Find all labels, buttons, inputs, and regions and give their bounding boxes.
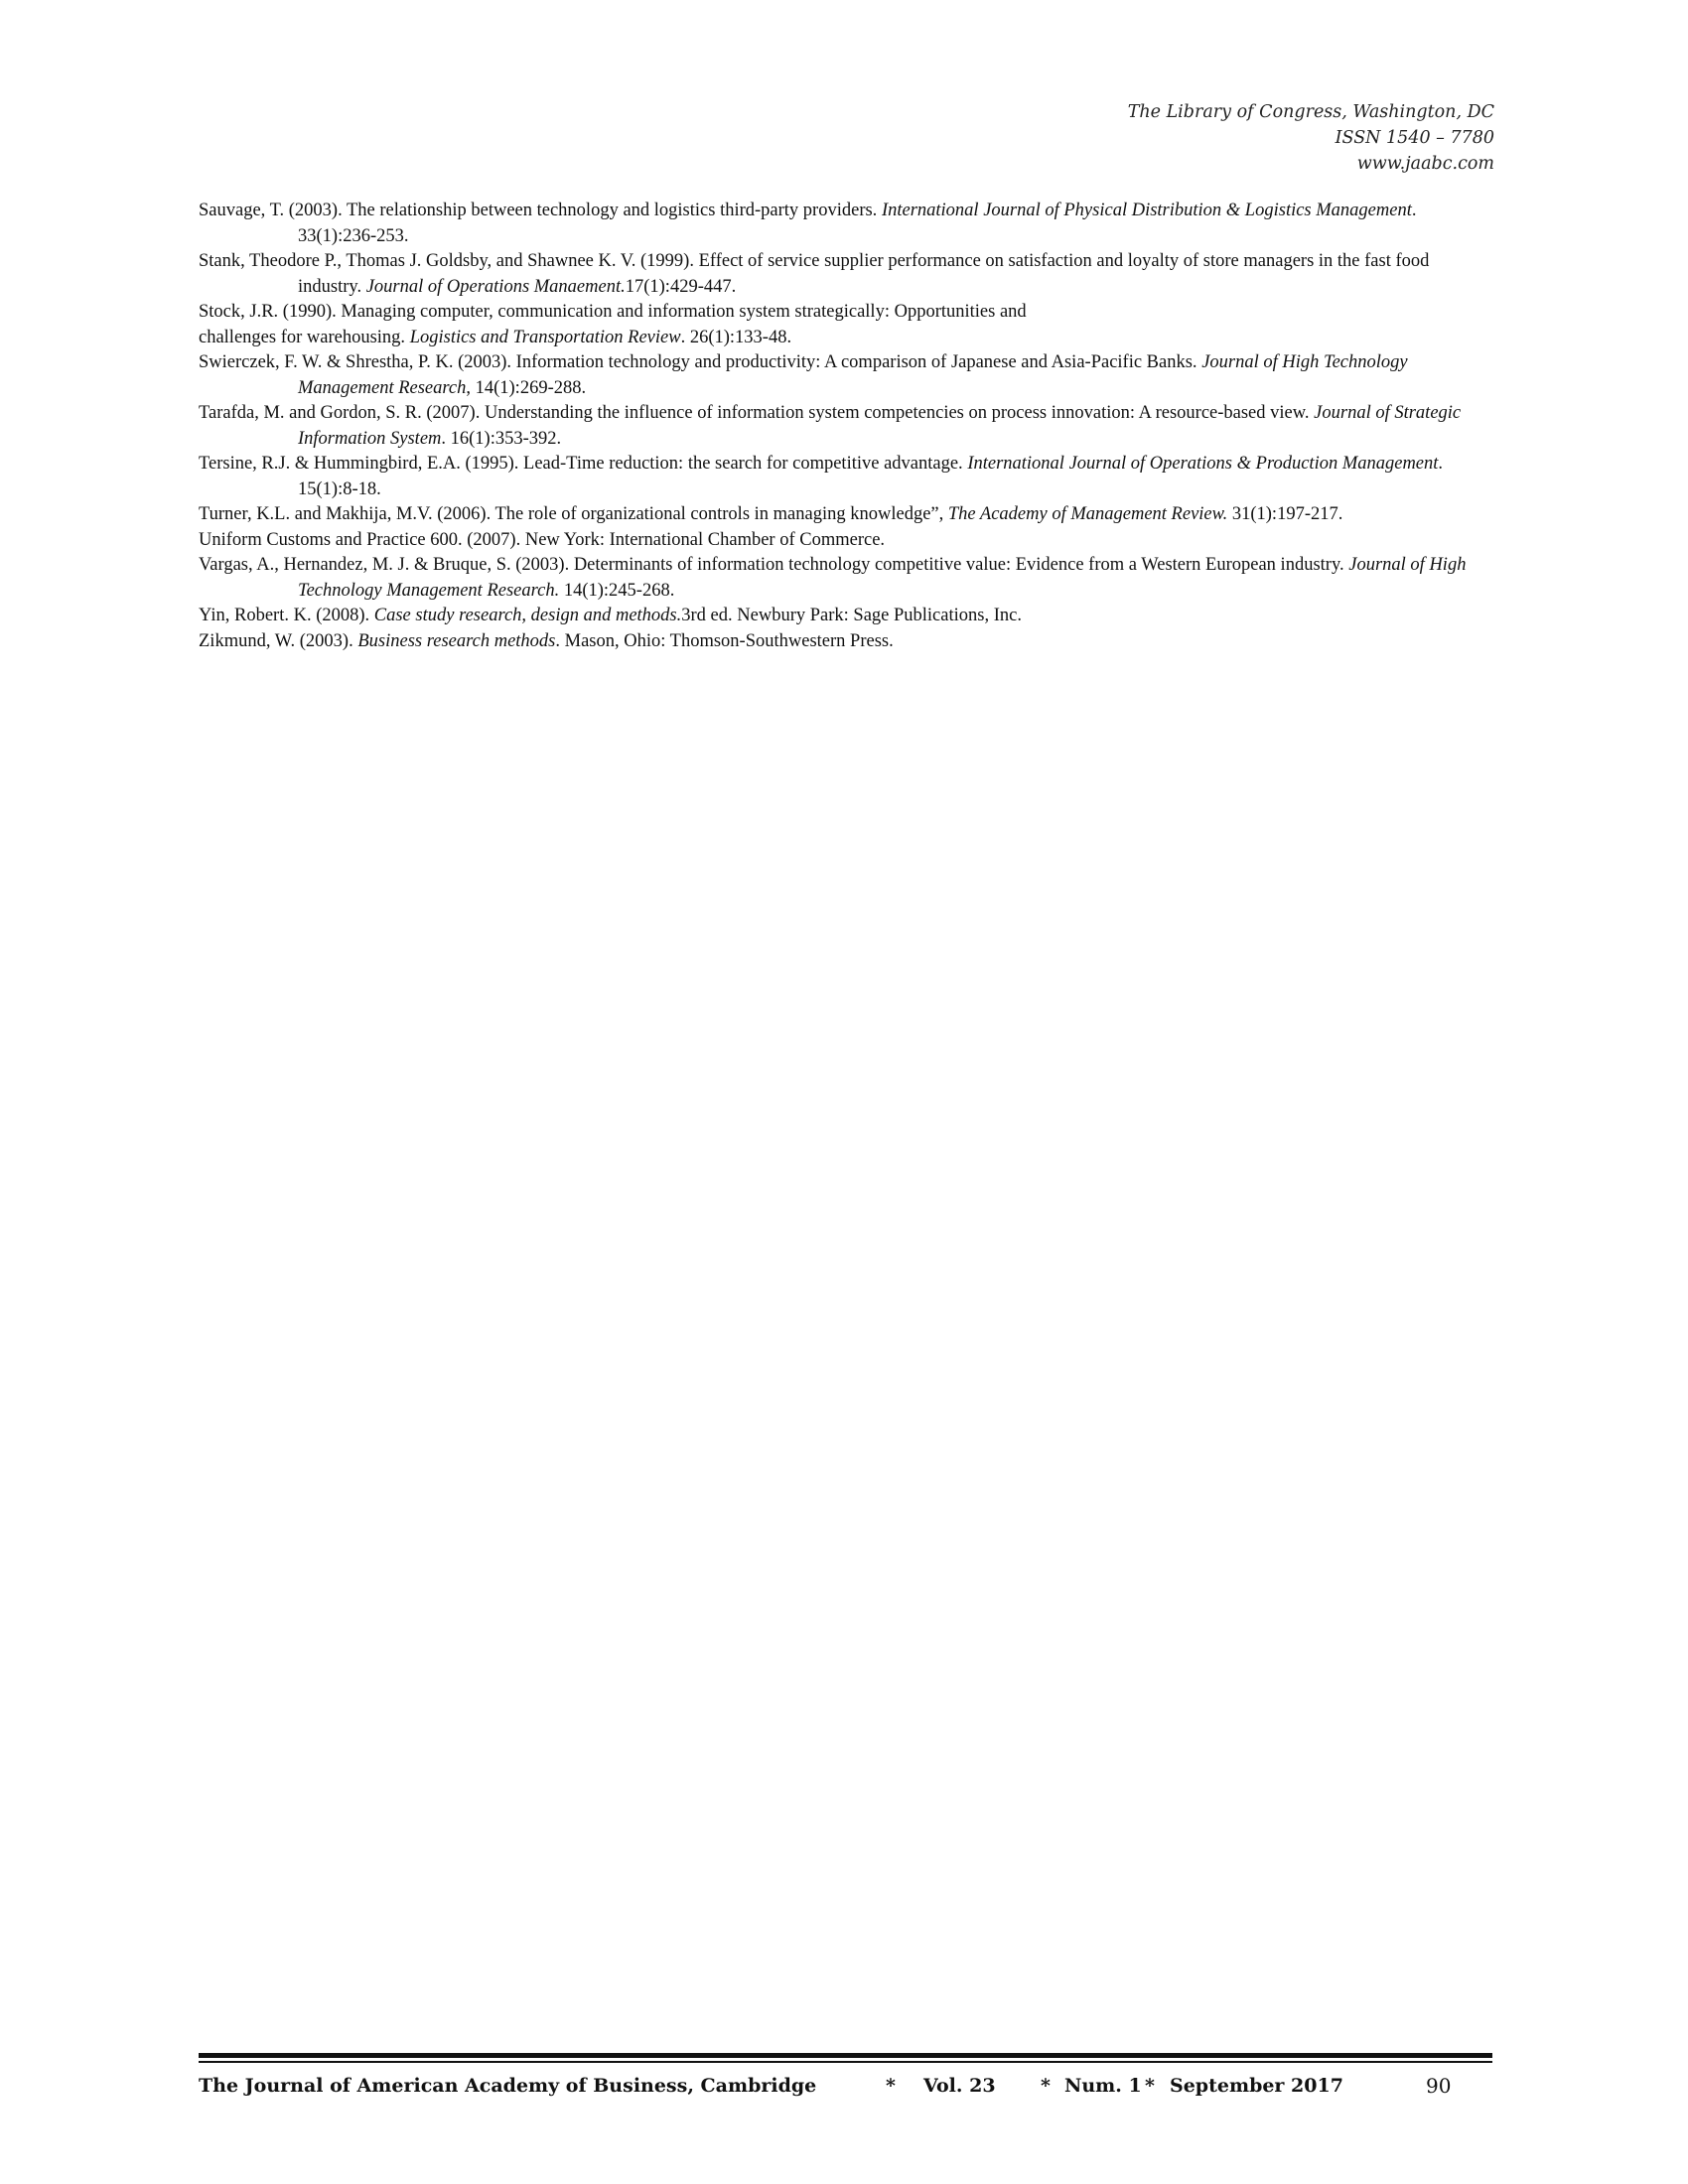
reference-entry [199,502,1489,528]
header-library-line: The Library of Congress, Washington, DC [1127,102,1494,122]
header-website-line: www.jaabc.com [1356,154,1494,174]
reference-entry [199,629,1489,655]
reference-entry [199,604,1489,629]
reference-details: . 16(1):353-392. [441,428,562,449]
page-number: 90 [1426,2074,1452,2098]
reference-text: Vargas, A., Hernandez, M. J. & Bruque, S. (2003). Determinants of information technology competitive value: Evidence from a Western European industry. [199,555,1349,575]
reference-source: Journal of High Technology Management Research. [298,555,1467,601]
footer-separator: * [1041,2075,1051,2097]
reference-text: Sauvage, T. (2003). The relationship between technology and logistics third-party providers. [199,201,882,220]
reference-text: Turner, K.L. and Makhija, M.V. (2006). The role of organizational controls in managing knowledge”, [199,504,948,524]
reference-source: Logistics and Transportation Review [409,327,681,347]
reference-details: . 15(1):8-18. [298,454,1444,499]
reference-text: Tersine, R.J. & Hummingbird, E.A. (1995). Lead-Time reduction: the search for competitive advantage. [199,454,968,474]
reference-text: Yin, Robert. K. (2008). [199,606,374,625]
footer-rule-thick [199,2053,1492,2058]
reference-details: , 14(1):269-288. [466,377,587,398]
footer-journal-title: The Journal of American Academy of Business, Cambridge [199,2075,817,2097]
footer-separator: * [1145,2075,1155,2097]
reference-entry [199,300,1489,326]
reference-source: International Journal of Physical Distribution & Logistics Management [881,201,1412,220]
reference-details: . Mason, Ohio: Thomson-Southwestern Press. [555,630,894,651]
reference-source: Journal of High Technology Management Research [298,352,1408,398]
reference-text: Zikmund, W. (2003). [199,630,358,651]
reference-details: 14(1):245-268. [559,580,675,601]
reference-entry [199,401,1489,452]
running-footer [199,2069,1492,2103]
footer-volume: Vol. 23 [923,2075,996,2097]
reference-source: Business research methods [357,630,556,651]
footer-number: Num. 1 [1064,2075,1142,2097]
footer-separator: * [886,2075,896,2097]
reference-list [199,199,1489,654]
reference-text: Swierczek, F. W. & Shrestha, P. K. (2003). Information technology and productivity: A comparison of Japanese and Asia-Pacific Banks. [199,352,1202,372]
reference-details: 17(1):429-447. [625,276,737,297]
reference-details: . 26(1):133-48. [680,327,792,347]
reference-entry [199,199,1489,249]
reference-source: International Journal of Operations & Production Management [967,454,1439,474]
reference-details: 3rd ed. Newbury Park: Sage Publications, Inc. [681,606,1022,625]
running-header [899,99,1494,177]
reference-entry [199,528,1489,554]
reference-entry-continued [199,326,1489,351]
reference-text: Tarafda, M. and Gordon, S. R. (2007). Understanding the influence of information system competencies on process innovation: A resource-based view. [199,403,1315,423]
header-issn-line: ISSN 1540 – 7780 [1335,128,1494,148]
reference-details: 31(1):197-217. [1227,504,1343,524]
reference-entry [199,249,1489,300]
footer-date: September 2017 [1170,2075,1343,2097]
reference-source: Journal of Operations Manaement. [365,276,626,297]
reference-source: Journal of Strategic Information System [298,403,1462,449]
reference-source: Case study research, design and methods. [373,606,682,625]
footer-rule-thin [199,2061,1492,2063]
reference-entry [199,553,1489,604]
reference-text: Stock, J.R. (1990). Managing computer, communication and information system strategically: Opportunities and [199,302,1027,322]
reference-text: challenges for warehousing. [199,327,410,347]
reference-source: The Academy of Management Review. [947,504,1228,524]
reference-details: . 33(1):236-253. [298,201,1417,246]
reference-text: Stank, Theodore P., Thomas J. Goldsby, and Shawnee K. V. (1999). Effect of service supplier performance on satisfaction and loyalty of store managers in the fast food industry. [199,251,1430,297]
reference-text: Uniform Customs and Practice 600. (2007). New York: International Chamber of Commerce. [199,529,886,550]
reference-entry [199,452,1489,502]
reference-entry [199,350,1489,401]
